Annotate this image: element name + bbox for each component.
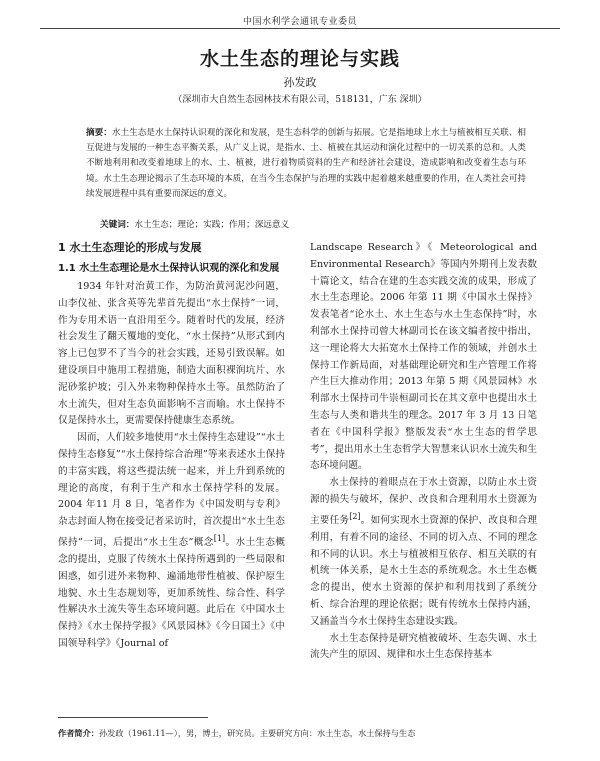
paragraph-text: 。如何实现水土资源的保护、改良和合理利用，有着不同的途径、不同的切入点、不同的理念和不同的认识。水土与植被相互依存、相互关联的有机统一体关系，是水土生态的系统观念。水土生态概念的提出，使水土资源的保护和利用找到了系统分析、综合治理的理论依据；既有传统水土保持内涵，又涵盖当今水土保持生态建设实践。 [310, 514, 538, 627]
abstract-text: 水土生态是水土保持认识观的深化和发展，是生态科学的创新与拓展。它是指地球上水土与植被相互关联、相互促进与发展的一种生态平衡关系，从广义上说，是指水、土、植被在其运动和演化过程中的一切关系的总和。人类不断地利用和改变着地球上的水、土、植被，进行着物质资料的生产和经济社会建设，造成影响和改变着生态与环境。水土生态理论揭示了生态环境的本质，在当今生态保护与治理的实践中起着越来越重要的作用，在人类社会可持续发展进程中具有重要而深远的意义。 [86, 128, 526, 199]
paragraph-text: 。水土生态概念的提出，克服了传统水土保持所遇到的一些局限和困惑，如引进外来物种、遍涌地带性植被、保护原生地貌、水土生态规划等，更加系统性、综合性、科学性解决水土流失等生态环境问题。此后在《中国水土保持》《水土保持学报》《风景园林》《今日国土》《中国领导科学》《Journal of [58, 537, 286, 649]
author-footnote [58, 728, 558, 739]
paragraph [310, 475, 537, 630]
paper-author: 孙发政 [283, 76, 317, 89]
section-1-heading: 1 水土生态理论的形成与发展 [58, 241, 202, 254]
paragraph: Landscape Research》《 Meteorological and Environmental Research》等国内外期刊上发表数十篇论文，结合在建的生态实践交流的成果，形成了水土生态理论。2006 年第 11 期《中国水土保持》发表笔者“论水土、水土生态与水土生态保持”时，水利部水土保持司曾大林副司长在该文编者按中指出，这一理论将大大拓宽水土保持工作的领域，并创水土保持工作新局面，对基础理论研究和生产管理工作将产生巨大推动作用；2013 年第 5 期《风景园林》水利部水土保持司牛崇桓副司长在其文章中也提出水土生态与人类和谐共生的理念。2017 年 3 月 13 日笔者在《中国科学报》整版发表“水土生态的哲学思考”，提出用水土生态哲学大智慧来认识水土流失和生态环境问题。 [310, 242, 537, 472]
abstract [86, 126, 526, 202]
paragraph: 1934 年针对治黄工作，为防治黄河泥沙问题，山李仪祉、张含英等先辈首先提出“水土保持”一词，作为专用术语一直沿用至今。随着时代的发展，经济社会发生了翻天覆地的变化，“水土保持”从形式到内容上已包罗不了当今的社会实践，还易引致误解。如建设项目中施用工程措施，制造大面积裸润坑片、水泥砂浆护坡；引入外来物种保持水土等。虽然防治了水土流失，但对生态负面影响不言而喻。水土保持不仅是保持水土，更需要保持健康生态系统。 [58, 281, 285, 427]
paragraph: 水土生态保持是研究植被破坏、生态失调、水土流失产生的原因、规律和水土生态保持基本 [310, 632, 537, 661]
footnote-divider [58, 717, 208, 718]
paragraph-text: 水土保持的着眼点在于水土资源，以防止水土资源的损失与破坏，保护、改良和合理利用水土资源为主要任务 [310, 477, 537, 526]
paper-affiliation: （深圳市大自然生态园林技术有限公司，518131，广东 深圳） [173, 95, 427, 105]
footnote-text: 孙发政（1961.11—），男，博士，研究员。主要研究方向：水土生态，水土保持与生态 [98, 728, 416, 738]
citation-ref: [1] [213, 533, 226, 543]
abstract-label: 摘要： [86, 128, 112, 138]
paragraph-text: 因而，人们较多地使用“水土保持生态建设”“水土保持生态修复”“水土保持综合治理”等来表述水土保持的丰富实践，将这些提法统一起来，并上升到系统的理论的高度，有利于生产和水土保持学科的发展。2004 年11 月 8 日，笔者作为《中国发明与专利》杂志封面人物在接受记者采访时，首次提出“水土生态保持”一词，后提出“水土生态”概念 [58, 432, 285, 549]
keywords-label: 关键词： [100, 220, 135, 230]
header-divider [40, 28, 560, 29]
left-column [58, 240, 285, 653]
keywords [100, 218, 520, 230]
section-1-1-heading: 1.1 水土生态理论是水土保持认识观的深化和发展 [58, 263, 280, 274]
paragraph [58, 430, 285, 653]
running-header: 中国水利学会通讯专业委员 [242, 17, 357, 27]
right-column [310, 240, 537, 664]
citation-ref: [2] [349, 511, 361, 521]
keywords-text: 水土生态；理论；实践；作用；深远意义 [134, 220, 290, 230]
footnote-label: 作者简介： [58, 728, 99, 738]
paper-title: 水土生态的理论与实践 [199, 48, 400, 70]
